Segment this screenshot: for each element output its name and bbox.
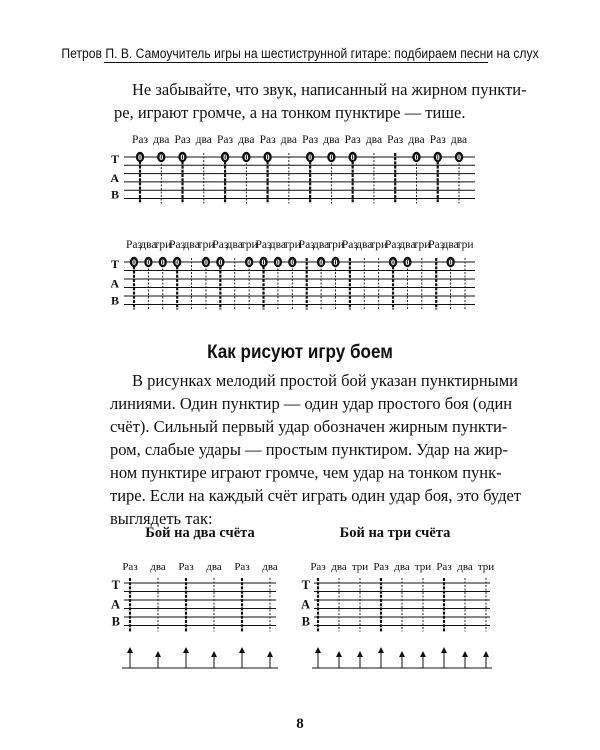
strum-arrow-up-icon	[420, 651, 426, 657]
beat-label: два	[331, 561, 347, 573]
strum-arrow-up-icon	[315, 647, 321, 653]
section-line: выглядеть так:	[110, 509, 213, 528]
strum-arrow-up-icon	[399, 651, 405, 657]
beat-label: три	[154, 239, 172, 251]
beat-label: три	[197, 239, 215, 251]
strum-arrow-up-icon	[155, 651, 161, 657]
beat-label: Раз	[341, 239, 358, 251]
beat-label: Раз	[255, 239, 272, 251]
beat-label: три	[240, 239, 258, 251]
beat-label: два	[323, 134, 340, 146]
strum-arrow-up-icon	[462, 651, 468, 657]
fret-number: 0	[350, 153, 355, 163]
fret-number: 0	[244, 153, 249, 163]
section-line: счёт). Сильный первый удар обозначен жирным пункти-	[110, 417, 508, 436]
beat-label: три	[283, 239, 301, 251]
beat-label: три	[351, 561, 369, 573]
fret-number: 0	[159, 153, 164, 163]
fret-number: 0	[414, 153, 419, 163]
tab-label: Т	[301, 578, 310, 592]
beat-label: Раз	[169, 239, 186, 251]
beat-label: два	[140, 239, 157, 251]
beat-label: два	[394, 561, 410, 573]
fret-number: 0	[132, 258, 136, 268]
beat-label: Раз	[373, 561, 389, 573]
beat-label: Раз	[131, 134, 149, 146]
beat-label: Раз	[259, 134, 276, 146]
beat-label: Раз	[212, 239, 229, 251]
beat-label: три	[456, 239, 474, 251]
beat-label: два	[262, 561, 278, 573]
fret-number: 0	[391, 258, 396, 268]
strum-arrow-up-icon	[441, 647, 447, 653]
beat-label: Раз	[178, 561, 194, 573]
beat-label: два	[226, 239, 243, 251]
fret-number: 0	[261, 258, 266, 268]
beat-label: Раз	[298, 239, 315, 251]
beat-label: два	[356, 239, 373, 251]
fret-number: 0	[138, 153, 142, 163]
strum-arrow-up-icon	[336, 651, 342, 657]
beat-label: два	[195, 134, 212, 146]
beat-label: Раз	[429, 134, 446, 146]
strum-arrow-up-icon	[127, 647, 133, 653]
beat-label: три	[413, 239, 431, 251]
tab-label: В	[111, 614, 120, 629]
section-line: тире. Если на каждый счёт играть один удар боя, это будет	[110, 486, 522, 505]
strum-arrow-up-icon	[211, 651, 217, 657]
beat-label: два	[365, 134, 383, 146]
tab-label: А	[300, 597, 310, 612]
beat-label: два	[399, 239, 416, 251]
fret-number: 0	[275, 258, 280, 268]
beat-label: два	[238, 134, 255, 146]
tab-label: В	[110, 187, 119, 202]
fret-number: 0	[329, 153, 334, 163]
fret-number: 0	[308, 153, 313, 163]
fret-number: 0	[448, 258, 453, 268]
beat-label: три	[326, 239, 345, 251]
fret-number: 0	[247, 258, 252, 268]
beat-label: два	[183, 239, 200, 251]
beat-label: Раз	[436, 561, 452, 573]
beat-label: два	[408, 134, 425, 146]
beat-label: два	[280, 134, 297, 146]
fret-number: 0	[435, 153, 440, 163]
beat-label: Раз	[302, 134, 319, 146]
tab-label: В	[301, 614, 310, 629]
strum-arrow-up-icon	[483, 651, 489, 657]
section-line: линиями. Один пунктир — один удар простого боя (один	[110, 394, 513, 413]
beat-label: три	[477, 561, 495, 573]
beat-label: три	[414, 561, 432, 573]
beat-label: три	[370, 239, 388, 251]
strum-arrow-up-icon	[239, 647, 245, 653]
header-title: Петров П. В. Самоучитель игры на шестиструнной гитаре: подбираем песни на слух	[61, 46, 539, 61]
page-number: 8	[296, 716, 304, 732]
beat-label: Раз	[125, 239, 143, 251]
beat-label: Раз	[234, 561, 250, 573]
beat-label: Раз	[385, 239, 402, 251]
tab-label: Т	[110, 152, 119, 166]
beat-label: Раз	[387, 134, 404, 146]
beat-label: Раз	[174, 134, 191, 146]
fret-number: 0	[457, 153, 461, 163]
tab-label: В	[110, 293, 119, 308]
strum-arrow-up-icon	[378, 647, 384, 653]
fret-number: 0	[405, 258, 410, 268]
section-line: ном пунктире играют громче, чем удар на тонком пунк-	[110, 463, 502, 482]
fret-number: 0	[160, 258, 165, 268]
beat-label: два	[150, 561, 166, 573]
tab-label: Т	[110, 257, 119, 271]
strum-arrow-up-icon	[183, 647, 189, 653]
beat-label: два	[153, 134, 170, 146]
section-line: ром, слабые удары — простым пунктиром. Удар на жир-	[110, 440, 508, 459]
strum-three-title: Бой на три счёта	[339, 525, 451, 541]
section-heading: Как рисуют игру боем	[207, 342, 393, 363]
fret-number: 0	[203, 258, 208, 268]
tab-label: Т	[111, 578, 120, 592]
beat-label: два	[312, 239, 330, 251]
fret-number: 0	[319, 258, 324, 268]
fret-number: 0	[265, 153, 270, 163]
beat-label: Раз	[310, 561, 326, 573]
fret-number: 0	[223, 153, 228, 163]
fret-number: 0	[290, 258, 295, 268]
tab-label: А	[110, 597, 120, 612]
fret-number: 0	[146, 258, 151, 268]
strum-arrow-up-icon	[357, 651, 363, 657]
beat-label: два	[442, 239, 459, 251]
fret-number: 0	[180, 153, 185, 163]
intro-line: ре, играют громче, а на тонком пунктире — тише.	[114, 103, 466, 122]
tab-label: А	[110, 276, 119, 291]
beat-label: два	[450, 134, 468, 146]
beat-label: Раз	[428, 239, 445, 251]
beat-label: два	[457, 561, 473, 573]
beat-label: два	[206, 561, 222, 573]
beat-label: Раз	[344, 134, 361, 146]
strum-two-title: Бой на два счёта	[145, 525, 255, 541]
intro-line: Не забывайте, что звук, написанный на жирном пункти-	[132, 80, 527, 99]
strum-arrow-up-icon	[267, 651, 273, 657]
fret-number: 0	[218, 258, 223, 268]
fret-number: 0	[333, 258, 338, 268]
fret-number: 0	[175, 258, 180, 268]
section-paragraph	[110, 369, 522, 530]
tab-label: А	[110, 170, 119, 185]
beat-label: два	[269, 239, 287, 251]
beat-label: Раз	[217, 134, 234, 146]
beat-label: Раз	[122, 561, 138, 573]
section-line: В рисунках мелодий простой бой указан пунктирными	[132, 371, 519, 390]
